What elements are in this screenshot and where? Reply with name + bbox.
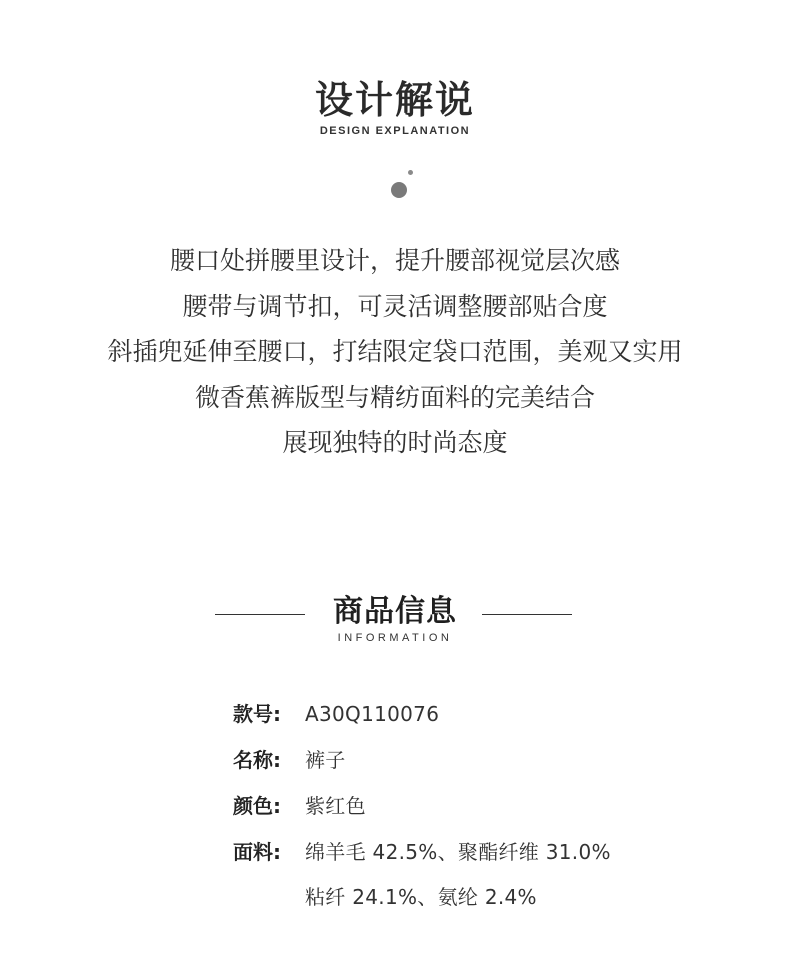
description-line: 腰口处拼腰里设计，提升腰部视觉层次感: [169, 246, 620, 275]
spec-row-color: [233, 791, 366, 821]
spec-label: 颜色:: [233, 794, 281, 818]
spec-value: A30Q110076: [305, 702, 440, 726]
decorative-dot-small: [408, 170, 413, 175]
spec-row-fabric-continued: [233, 882, 537, 912]
spec-row-style-number: [233, 699, 439, 729]
description-line: 腰带与调节扣，可灵活调整腰部贴合度: [182, 291, 608, 321]
spec-value: 粘纤 24.1%、氨纶 2.4%: [305, 885, 537, 909]
spec-row-fabric: [233, 837, 611, 867]
spec-value: 绵羊毛 42.5%、聚酯纤维 31.0%: [305, 840, 611, 864]
design-explanation-title: 设计解说: [314, 78, 475, 122]
spec-label: 名称:: [233, 748, 281, 772]
decorative-dot-large: [391, 182, 407, 198]
product-info-title: 商品信息: [333, 594, 457, 629]
description-line: 微香蕉裤版型与精纺面料的完美结合: [194, 382, 595, 412]
spec-label: 款号:: [233, 702, 281, 726]
spec-value: 裤子: [305, 748, 346, 772]
divider-right: [482, 614, 572, 615]
design-explanation-subtitle: DESIGN EXPLANATION: [319, 125, 471, 137]
description-line: 斜插兜延伸至腰口，打结限定袋口范围，美观又实用: [107, 337, 683, 366]
spec-row-name: [233, 745, 346, 775]
product-info-subtitle: INFORMATION: [337, 632, 453, 644]
spec-value: 紫红色: [305, 794, 366, 818]
spec-label: 面料:: [233, 840, 281, 864]
description-line: 展现独特的时尚态度: [282, 428, 508, 457]
design-description: [0, 238, 790, 466]
